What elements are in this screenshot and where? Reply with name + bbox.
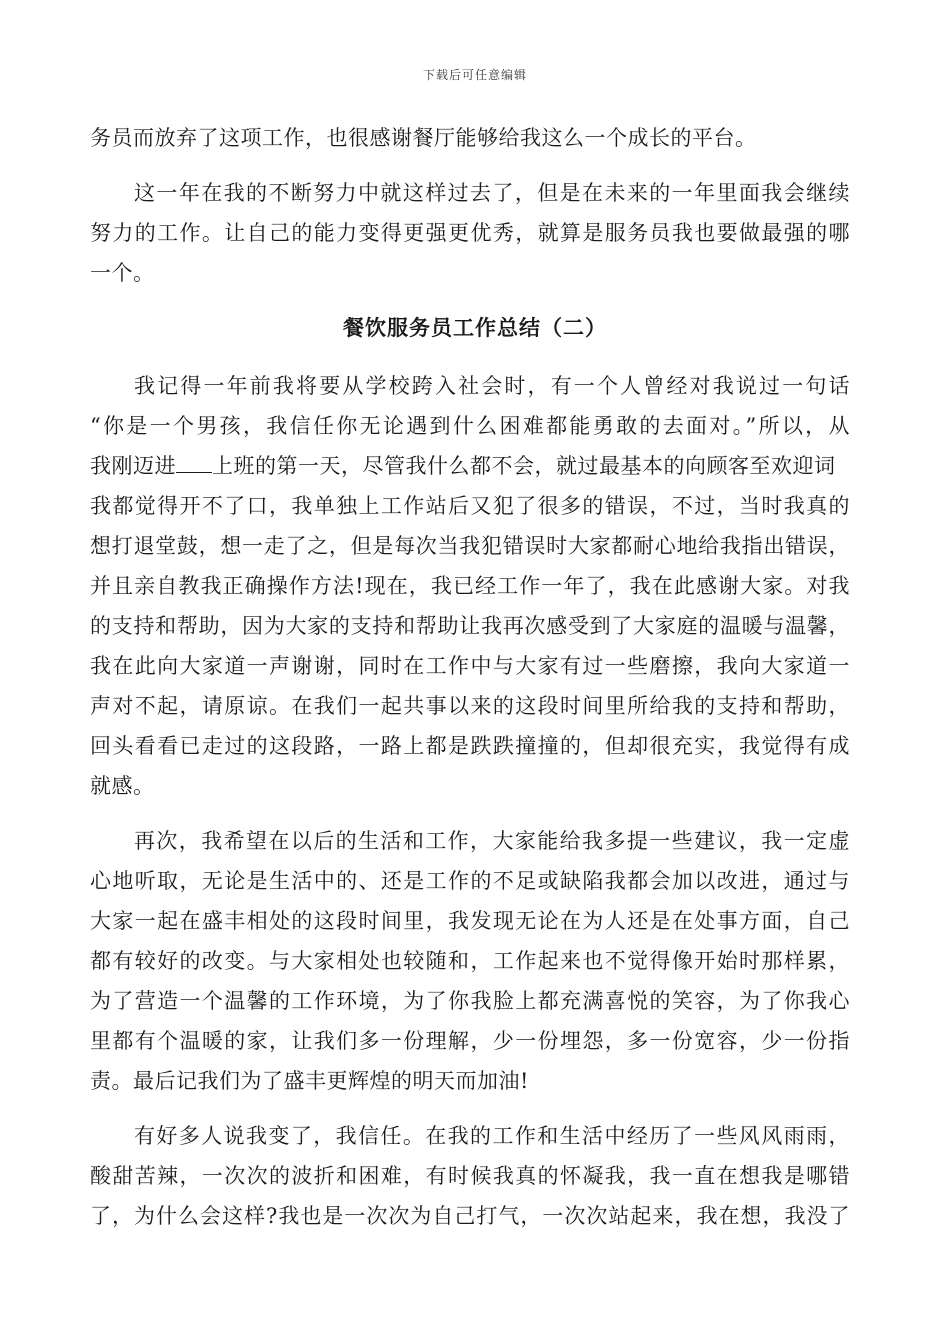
text-line: 就感。 <box>90 774 155 798</box>
text-line: 我记得一年前我将要从学校跨入社会时，有一个人曾经对我说过一句话 <box>134 374 850 398</box>
text-line: “你是一个男孩，我信任你无论遇到什么困难都能勇敢的去面对。”所以，从 <box>90 414 850 438</box>
text-line: 为了营造一个温馨的工作环境，为了你我脸上都充满喜悦的笑容，为了你我心 <box>90 989 850 1013</box>
text-line: 了，为什么会这样?我也是一次次为自己打气，一次次站起来，我在想，我没了 <box>90 1204 850 1228</box>
text-line <box>90 451 850 481</box>
text-fragment: 上班的第一天，尽管我什么都不会，就过最基本的向顾客至欢迎词 <box>212 454 836 478</box>
text-line: 的支持和帮助，因为大家的支持和帮助让我再次感受到了大家庭的温暖与温馨， <box>90 614 850 638</box>
text-line: 我都觉得开不了口，我单独上工作站后又犯了很多的错误，不过，当时我真的 <box>90 494 850 518</box>
text-line: 酸甜苦辣，一次次的波折和困难，有时候我真的怀凝我，我一直在想我是哪错 <box>90 1164 850 1188</box>
text-line: 并且亲自教我正确操作方法!现在，我已经工作一年了，我在此感谢大家。对我 <box>90 574 850 598</box>
text-line: 想打退堂鼓，想一走了之，但是每次当我犯错误时大家都耐心地给我指出错误， <box>90 534 850 558</box>
text-line: 心地听取，无论是生活中的、还是工作的不足或缺陷我都会加以改进，通过与 <box>90 869 850 893</box>
text-line: 这一年在我的不断努力中就这样过去了，但是在未来的一年里面我会继续 <box>134 181 850 205</box>
text-line: 声对不起，请原谅。在我们一起共事以来的这段时间里所给我的支持和帮助， <box>90 694 850 718</box>
text-line: 努力的工作。让自己的能力变得更强更优秀，就算是服务员我也要做最强的哪 <box>90 221 850 245</box>
header-note: 下载后可任意编辑 <box>422 68 527 82</box>
text-line: 都有较好的改变。与大家相处也较随和，工作起来也不觉得像开始时那样累， <box>90 949 850 973</box>
text-line: 一个。 <box>90 261 155 285</box>
text-line: 有好多人说我变了，我信任。在我的工作和生活中经历了一些风风雨雨， <box>134 1124 850 1148</box>
text-line: 大家一起在盛丰相处的这段时间里，我发现无论在为人还是在处事方面，自己 <box>90 909 850 933</box>
text-fragment: 我刚迈进 <box>90 454 176 478</box>
text-line: 责。最后记我们为了盛丰更辉煌的明天而加油! <box>90 1069 529 1093</box>
fill-in-blank <box>176 454 212 473</box>
text-line: 再次，我希望在以后的生活和工作，大家能给我多提一些建议，我一定虚 <box>134 829 850 853</box>
text-line: 我在此向大家道一声谢谢，同时在工作中与大家有过一些磨擦，我向大家道一 <box>90 654 850 678</box>
text-line: 里都有个温暖的家，让我们多一份理解，少一份埋怨，多一份宽容，少一份指 <box>90 1029 850 1053</box>
text-line: 务员而放弃了这项工作，也很感谢餐厅能够给我这么一个成长的平台。 <box>90 126 757 150</box>
text-line: 回头看看已走过的这段路，一路上都是跌跌撞撞的，但却很充实，我觉得有成 <box>90 734 850 758</box>
section-title: 餐饮服务员工作总结（二） <box>343 315 607 340</box>
